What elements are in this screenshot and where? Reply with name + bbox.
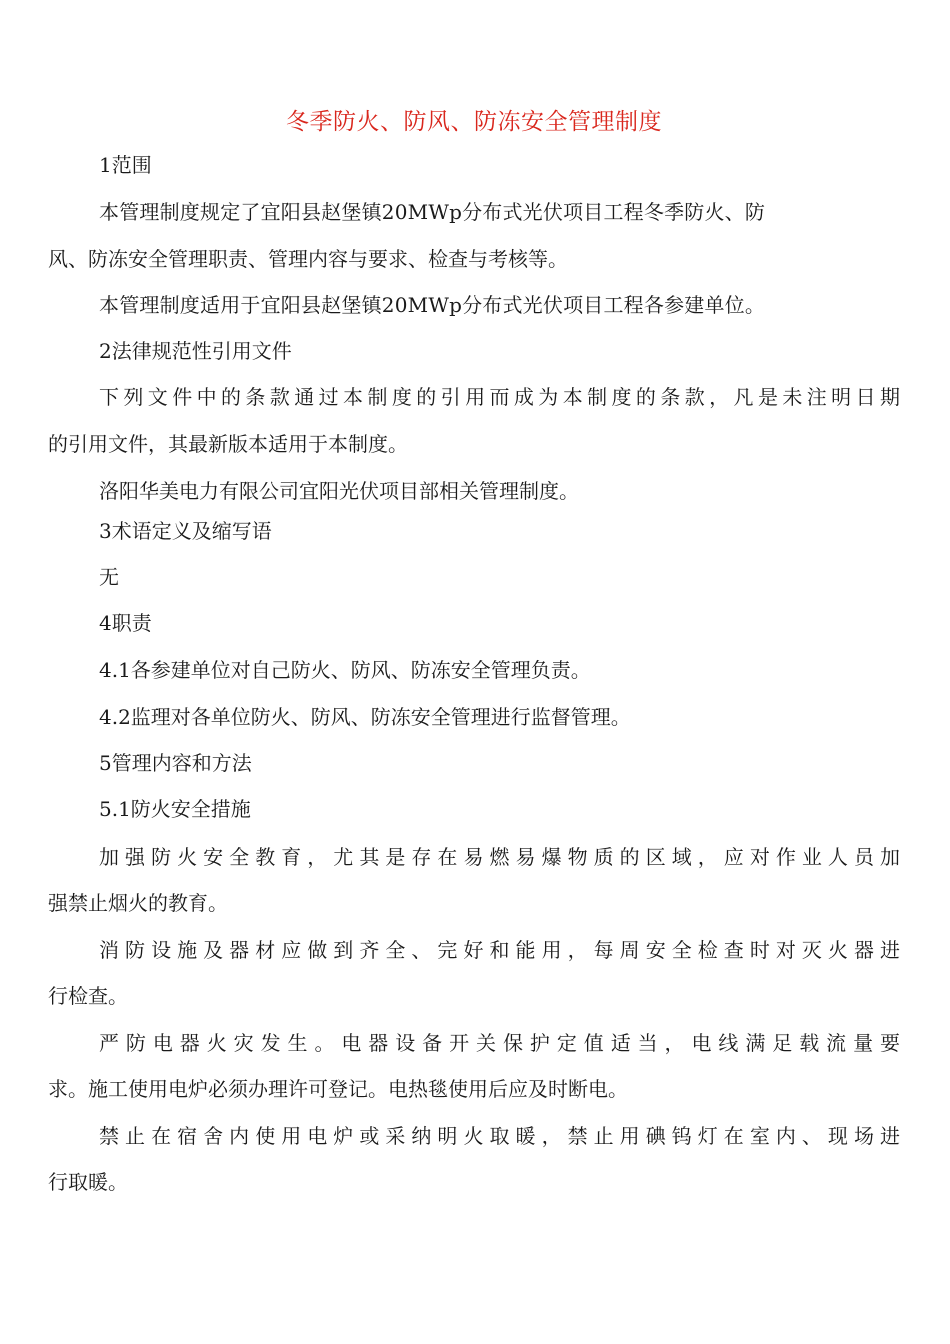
document-page xyxy=(48,0,900,1344)
paragraph-line: 强禁止烟火的教育。 xyxy=(48,891,228,915)
paragraph-line: 本管理制度规定了宜阳县赵堡镇20MWp分布式光伏项目工程冬季防火、防 xyxy=(99,200,766,224)
paragraph-line: 的引用文件，其最新版本适用于本制度。 xyxy=(48,432,408,456)
paragraph-line: 本管理制度适用于宜阳县赵堡镇20MWp分布式光伏项目工程各参建单位。 xyxy=(99,293,766,317)
section-heading-terms: 3术语定义及缩写语 xyxy=(99,519,272,543)
paragraph-line: 禁止在宿舍内使用电炉或采纳明火取暖，禁止用碘钨灯在室内、现场进 xyxy=(99,1124,900,1148)
paragraph-line: 风、防冻安全管理职责、管理内容与要求、检查与考核等。 xyxy=(48,247,568,271)
paragraph-line: 行取暖。 xyxy=(48,1170,128,1194)
section-heading-scope: 1范围 xyxy=(99,153,152,177)
paragraph-line: 洛阳华美电力有限公司宜阳光伏项目部相关管理制度。 xyxy=(99,479,579,503)
paragraph-line: 消防设施及器材应做到齐全、完好和能用，每周安全检查时对灭火器进 xyxy=(99,938,900,962)
paragraph-line: 严防电器火灾发生。电器设备开关保护定值适当，电线满足载流量要 xyxy=(99,1031,900,1055)
paragraph-line: 求。施工使用电炉必须办理许可登记。电热毯使用后应及时断电。 xyxy=(48,1077,628,1101)
paragraph-line: 4.2监理对各单位防火、防风、防冻安全管理进行监督管理。 xyxy=(99,705,631,729)
section-heading-management: 5管理内容和方法 xyxy=(99,751,252,775)
paragraph-line: 加强防火安全教育，尤其是存在易燃易爆物质的区域，应对作业人员加 xyxy=(99,845,900,869)
subsection-heading-fire: 5.1防火安全措施 xyxy=(99,797,251,821)
paragraph-line: 下列文件中的条款通过本制度的引用而成为本制度的条款，凡是未注明日期 xyxy=(99,385,900,409)
document-title: 冬季防火、防风、防冻安全管理制度 xyxy=(286,109,662,135)
section-heading-duties: 4职责 xyxy=(99,611,152,635)
paragraph-line: 4.1各参建单位对自己防火、防风、防冻安全管理负责。 xyxy=(99,658,591,682)
paragraph-line: 行检查。 xyxy=(48,984,128,1008)
paragraph-line: 无 xyxy=(99,565,119,589)
section-heading-references: 2法律规范性引用文件 xyxy=(99,339,292,363)
